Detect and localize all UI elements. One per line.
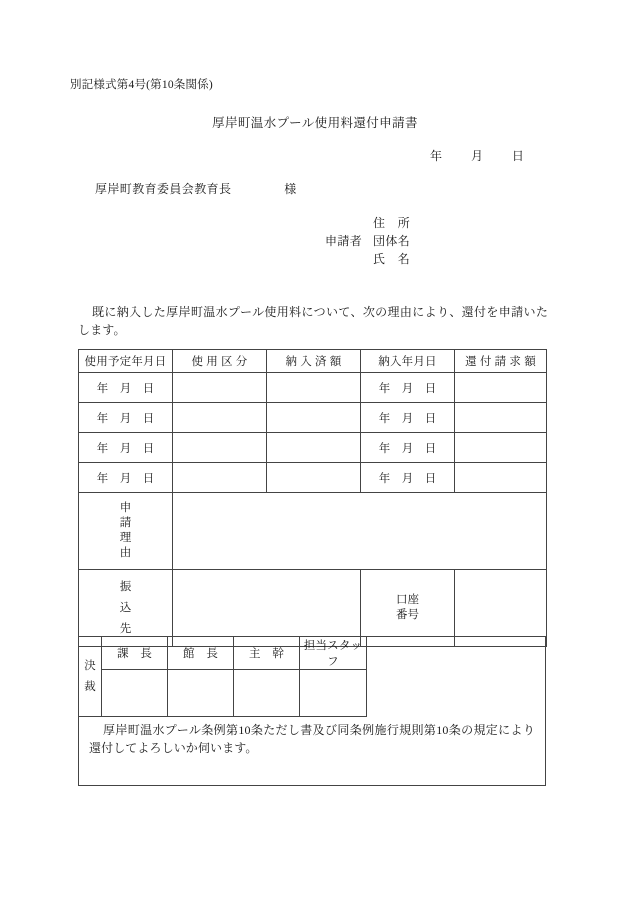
date-month-label: 月 (470, 149, 484, 163)
cell-use-class[interactable] (173, 463, 267, 493)
applicant-row-organization (325, 232, 410, 250)
cell-use-class[interactable] (173, 373, 267, 403)
cell-paid-date[interactable]: 年 月 日 (361, 433, 455, 463)
page-title: 厚岸町温水プール使用料還付申請書 (212, 116, 418, 130)
applicant-row-name (325, 250, 410, 268)
bank-row (79, 570, 547, 647)
approval-sign-section-chief[interactable] (102, 670, 168, 717)
approval-label-cell (79, 637, 102, 717)
approval-table (78, 636, 367, 717)
approval-header-row (79, 637, 367, 670)
addressee-honorific: 様 (284, 182, 297, 196)
reason-row (79, 493, 547, 570)
cell-use-class[interactable] (173, 433, 267, 463)
account-number-label: 口座 番号 (396, 594, 419, 621)
bank-label-cell (79, 570, 173, 647)
cell-paid-amount[interactable] (267, 463, 361, 493)
approval-col-hall-director: 館 長 (168, 637, 234, 670)
cell-use-class[interactable] (173, 403, 267, 433)
header-paid-amount: 納 入 済 額 (267, 350, 361, 373)
applicant-block (325, 214, 410, 268)
reason-input-area[interactable] (173, 493, 547, 570)
date-line (430, 150, 524, 162)
cell-paid-amount[interactable] (267, 403, 361, 433)
table-row (79, 463, 547, 493)
applicant-row-address (325, 214, 410, 232)
cell-paid-date[interactable]: 年 月 日 (361, 463, 455, 493)
cell-use-date[interactable]: 年 月 日 (79, 403, 173, 433)
table-header-row (79, 350, 547, 373)
cell-paid-date[interactable]: 年 月 日 (361, 373, 455, 403)
cell-use-date[interactable]: 年 月 日 (79, 433, 173, 463)
reason-label: 申 請 理 由 (119, 502, 132, 559)
bank-label: 振 込 先 (119, 580, 132, 635)
cell-refund-amount[interactable] (455, 463, 547, 493)
refund-details-table (78, 349, 547, 647)
approval-col-staff-in-charge: 担当スタッフ (300, 637, 367, 670)
table-row (79, 373, 547, 403)
cell-refund-amount[interactable] (455, 433, 547, 463)
approval-col-section-chief: 課 長 (102, 637, 168, 670)
approval-note: 厚岸町温水プール条例第10条ただし書及び同条例施行規則第10条の規定により還付してよろしいか伺います。 (89, 723, 535, 755)
applicant-address-label: 住 所 (373, 216, 411, 230)
addressee-line (95, 183, 297, 195)
account-number-label-cell (361, 570, 455, 647)
header-use-class: 使 用 区 分 (173, 350, 267, 373)
table-row (79, 403, 547, 433)
approval-box (78, 636, 546, 786)
body-paragraph: 既に納入した厚岸町温水プール使用料について、次の理由により、還付を申請いたします。 (78, 305, 548, 337)
applicant-label: 申請者 (325, 234, 363, 248)
approval-sign-staff-in-charge[interactable] (300, 670, 367, 717)
form-number: 別記様式第4号(第10条関係) (70, 79, 213, 91)
addressee-name: 厚岸町教育委員会教育長 (95, 182, 232, 196)
applicant-name-label: 氏 名 (373, 252, 411, 266)
approval-sign-hall-director[interactable] (168, 670, 234, 717)
header-refund-amount: 還 付 請 求 額 (455, 350, 547, 373)
cell-paid-amount[interactable] (267, 373, 361, 403)
bank-name-input-area[interactable] (173, 570, 361, 647)
cell-use-date[interactable]: 年 月 日 (79, 463, 173, 493)
cell-refund-amount[interactable] (455, 373, 547, 403)
table-row (79, 433, 547, 463)
approval-col-senior-staff: 主 幹 (234, 637, 300, 670)
cell-paid-amount[interactable] (267, 433, 361, 463)
account-number-input-area[interactable] (455, 570, 547, 647)
approval-sign-senior-staff[interactable] (234, 670, 300, 717)
header-use-date: 使用予定年月日 (79, 350, 173, 373)
cell-refund-amount[interactable] (455, 403, 547, 433)
cell-paid-date[interactable]: 年 月 日 (361, 403, 455, 433)
applicant-organization-label: 団体名 (373, 234, 411, 248)
header-paid-date: 納入年月日 (361, 350, 455, 373)
date-year-label: 年 (430, 149, 443, 163)
reason-label-cell (79, 493, 173, 570)
date-day-label: 日 (511, 149, 525, 163)
cell-use-date[interactable]: 年 月 日 (79, 373, 173, 403)
approval-label: 決 裁 (84, 659, 96, 693)
approval-signature-row (79, 670, 367, 717)
